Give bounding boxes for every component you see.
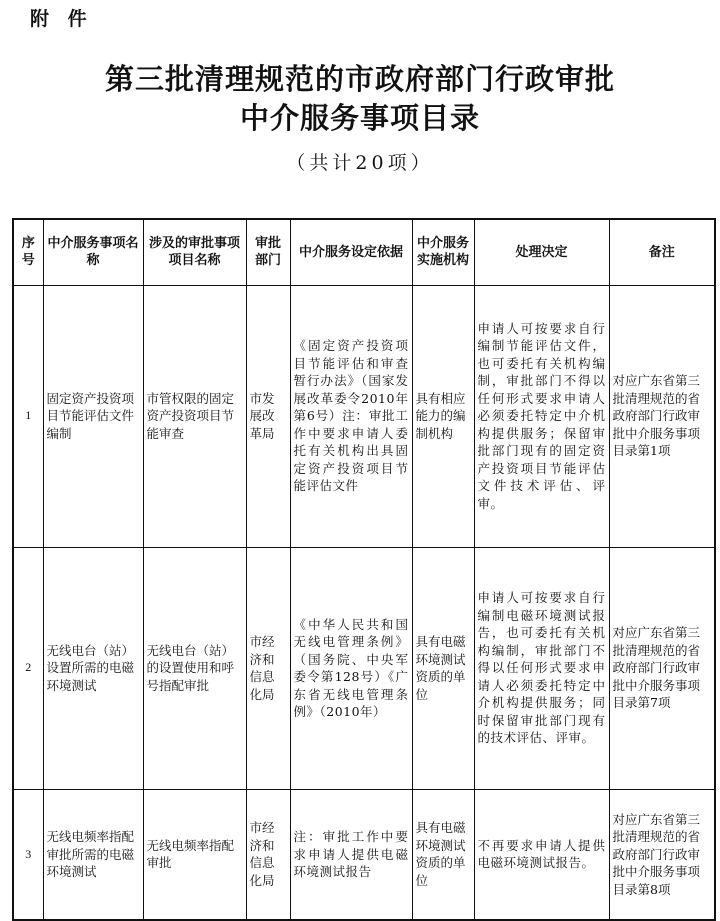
- cell-decision: 申请人可按要求自行编制节能评估文件，也可委托有关机构编制，审批部门不得以任何形式要求申请人必须委托特定中介机构提供服务；保留审批部门现有的固定资产投资项目节能评估文件技术评估、评审。: [474, 285, 609, 547]
- cell-approval-item: 无线电台（站）的设置使用和呼号指配审批: [143, 547, 246, 789]
- table-header-row: [13, 219, 715, 285]
- header-cell-service-name: 中介服务事项名称: [43, 219, 143, 285]
- cell-no: 1: [13, 285, 43, 547]
- cell-service-name: 无线电频率指配审批所需的电磁环境测试: [43, 789, 143, 920]
- intermediary-services-table: [12, 218, 716, 921]
- cell-remark: 对应广东省第三批清理规范的省政府部门行政审批中介服务事项目录第7项: [609, 547, 715, 789]
- cell-remark: 对应广东省第三批清理规范的省政府部门行政审批中介服务事项目录第1项: [609, 285, 715, 547]
- cell-agency: 具有电磁环境测试资质的单位: [412, 789, 474, 920]
- cell-decision: 不再要求申请人提供电磁环境测试报告。: [474, 789, 609, 920]
- cell-approval-item: 无线电频率指配审批: [143, 789, 246, 920]
- cell-no: 2: [13, 547, 43, 789]
- document-title-line-2: 中介服务事项目录: [239, 101, 480, 135]
- attachment-label: 附 件: [30, 8, 93, 30]
- header-cell-approval-item: 涉及的审批事项项目名称: [143, 219, 246, 285]
- cell-service-name: 无线电台（站）设置所需的电磁环境测试: [43, 547, 143, 789]
- cell-department: 市发展改革局: [246, 285, 290, 547]
- document-title-line-1: 第三批清理规范的市政府部门行政审批: [104, 62, 615, 96]
- cell-agency: 具有相应能力的编制机构: [412, 285, 474, 547]
- cell-agency: 具有电磁环境测试资质的单位: [412, 547, 474, 789]
- table-row: [13, 547, 715, 789]
- header-cell-remark: 备注: [609, 219, 715, 285]
- cell-approval-item: 市管权限的固定资产投资项目节能审查: [143, 285, 246, 547]
- table-row: [13, 789, 715, 920]
- document-subtitle: （共计20项）: [286, 152, 434, 174]
- cell-no: 3: [13, 789, 43, 920]
- cell-department: 市经济和信息化局: [246, 547, 290, 789]
- cell-basis: 《固定资产投资项目节能评估和审查暂行办法》（国家发展改革委令2010年第6号）注：审批工作中要求申请人委托有关机构出具固定资产投资项目节能评估文件: [290, 285, 412, 547]
- table-row: [13, 285, 715, 547]
- header-cell-department: 审批部门: [246, 219, 290, 285]
- cell-basis: 《中华人民共和国无线电管理条例》（国务院、中央军委令第128号）《广东省无线电管理条例》（2010年）: [290, 547, 412, 789]
- header-cell-basis: 中介服务设定依据: [290, 219, 412, 285]
- header-cell-agency: 中介服务实施机构: [412, 219, 474, 285]
- cell-service-name: 固定资产投资项目节能评估文件编制: [43, 285, 143, 547]
- cell-department: 市经济和信息化局: [246, 789, 290, 920]
- cell-remark: 对应广东省第三批清理规范的省政府部门行政审批中介服务事项目录第8项: [609, 789, 715, 920]
- header-cell-decision: 处理决定: [474, 219, 609, 285]
- cell-decision: 申请人可按要求自行编制电磁环境测试报告，也可委托有关机构编制，审批部门不得以任何形式要求申请人必须委托特定中介机构提供服务；同时保留审批部门现有的技术评估、评审。: [474, 547, 609, 789]
- header-cell-no: 序号: [13, 219, 43, 285]
- cell-basis: 注：审批工作中要求申请人提供电磁环境测试报告: [290, 789, 412, 920]
